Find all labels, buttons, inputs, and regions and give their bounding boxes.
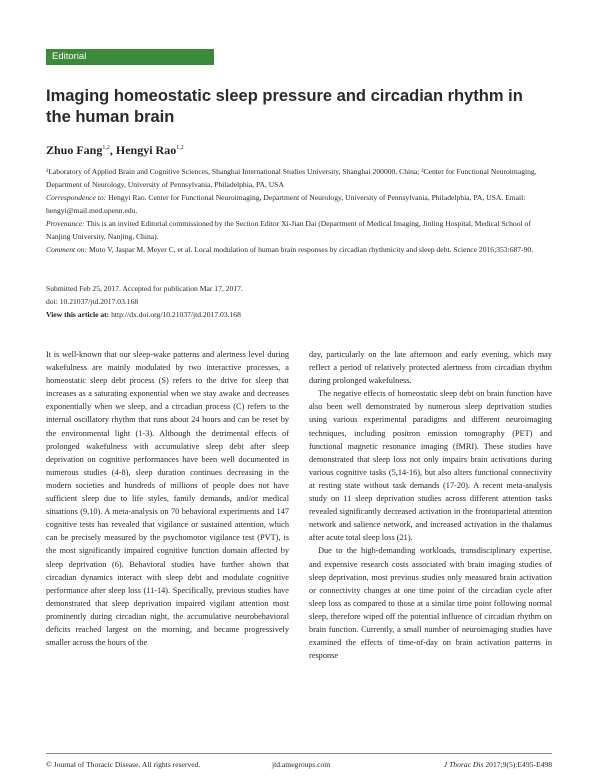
provenance-label: Provenance:	[46, 219, 85, 228]
author-name: Hengyi Rao	[115, 143, 177, 157]
author-separator: ,	[109, 143, 116, 157]
section-tag	[46, 49, 214, 65]
submission-dates: Submitted Feb 25, 2017. Accepted for publication Mar 17, 2017.	[46, 284, 243, 293]
footer-copyright: © Journal of Thoracic Disease. All rights reserved.	[46, 760, 201, 769]
body-paragraph: Due to the high-demanding workloads, transdisciplinary expertise, and expensive research costs associated with brain imaging studies of sleep deprivation, most previous studies only measured brain activation or connectivity changes at one time point of the circadian cycle after sleep loss as compared to those at a similar time point following normal sleep, therefore wiped off the potential influence of circadian rhythm on brain function. Currently, a small number of neuroimaging studies have examined the effects of time-of-day on brain activation patterns in response	[309, 546, 552, 661]
comment-on-label: Comment on:	[46, 245, 88, 254]
footer-journal: J Thorac Dis	[443, 760, 484, 769]
provenance-text: This is an invited Editorial commissioned by the Section Editor Xi-Jian Dai (Department of Medical Imaging, Jinling Hospital, Medical School of Nanjing University, Nanjing, China).	[46, 219, 531, 241]
correspondence	[46, 192, 556, 217]
comment-on	[46, 244, 556, 257]
right-column	[309, 348, 552, 662]
view-article-label: View this article at:	[46, 310, 110, 319]
footer-divider	[46, 753, 552, 754]
footer-volume: 2017;9(5):E495-E498	[483, 760, 552, 769]
provenance	[46, 218, 556, 243]
body-paragraph: The negative effects of homeostatic sleep debt on brain function have also been well demonstrated by numerous sleep deprivation studies using various experimental paradigms and different neuroimaging techniques, including positron emission tomography (PET) and functional magnetic resonance imaging (fMRI). These studies have demonstrated that sleep loss not only impairs brain activations during various cognitive tasks (5,14-16), but also alters functional connectivity at resting state without task demands (17-20). A recent meta-analysis study on 11 sleep deprivation studies across different attention tasks revealed significantly decreased activation in the frontoparietal attention network and salience network, and increased activation in the thalamus after acute total sleep loss (21).	[309, 389, 552, 543]
correspondence-text: Hengyi Rao. Center for Functional Neuroimaging, Department of Neurology, University of Pennsylvania, Philadelphia, PA, USA. Email: hengyi@mail.med.upenn.edu.	[46, 193, 526, 215]
footer-website[interactable]: jtd.amegroups.com	[272, 760, 331, 769]
article-title: Imaging homeostatic sleep pressure and circadian rhythm in the human brain	[46, 87, 523, 126]
article-url[interactable]: http://dx.doi.org/10.21037/jtd.2017.03.168	[109, 310, 241, 319]
affiliation-text: ¹Laboratory of Applied Brain and Cognitive Sciences, Shanghai International Studies University, Shanghai 200000, China; ²Center for Functional Neuroimaging, Department of Neurology, University of Pennsylvania, Philadelphia, PA, USA	[46, 167, 537, 189]
body-paragraph: day, particularly on the late afternoon and early evening, which may reflect a period of relatively protected alertness from circadian rhythm during prolonged wakefulness.	[309, 350, 552, 386]
left-column	[46, 348, 289, 649]
affiliations	[46, 166, 556, 191]
article-link	[46, 309, 556, 322]
comment-on-text: Muto V, Jaspar M, Meyer C, et al. Local modulation of human brain responses by circadian rhythmicity and sleep debt. Science 2016;353:687-90.	[87, 245, 534, 254]
footer-citation	[444, 760, 552, 769]
author-affiliation-marker: 1,2	[176, 145, 184, 151]
author-name: Zhuo Fang	[46, 143, 103, 157]
section-tag-label: Editorial	[52, 51, 87, 62]
author-affiliation-marker: 1,2	[102, 145, 110, 151]
author-list	[46, 143, 184, 158]
doi: doi: 10.21037/jtd.2017.03.168	[46, 297, 139, 306]
body-paragraph: It is well-known that our sleep-wake patterns and alertness level during wakefulness are mainly modulated by two interactive processes, a homeostatic sleep debt process (S) refers to the drive for sleep that increases as a saturating exponential when we stay awake and decreases exponentially when we sleep, and a circadian process (C) refers to the internal oscillatory rhythm that runs about 24 hours and can be reset by the environmental light (1-3). Although the detrimental effects of prolonged wakefulness with accumulative sleep debt after sleep deprivation on cognitive performances have been well documented in numerous studies (4-8), sleep duration continues decreasing in the modern societies and hundreds of millions of people does not have sufficient sleep due to life styles, family demands, and/or medical situations (9,10). A meta-analysis on 70 behavioral experiments and 147 cognitive tests has revealed that vigilance or sustained attention, which can be precisely measured by the psychomotor vigilance test (PVT), is the most significantly impaired cognitive function domain affected by sleep deprivation (6). Behavioral studies have further shown that circadian dynamics interact with sleep debt and modulate cognitive performance after sleep loss (11-14). Specifically, previous studies have demonstrated that sleep deprivation impaired vigilant attention most prominently during circadian night, the accumulative neurobehavioral deficits reached largest on the morning, and became progressively smaller across the hours of the	[46, 350, 289, 648]
correspondence-label: Correspondence to:	[46, 193, 107, 202]
